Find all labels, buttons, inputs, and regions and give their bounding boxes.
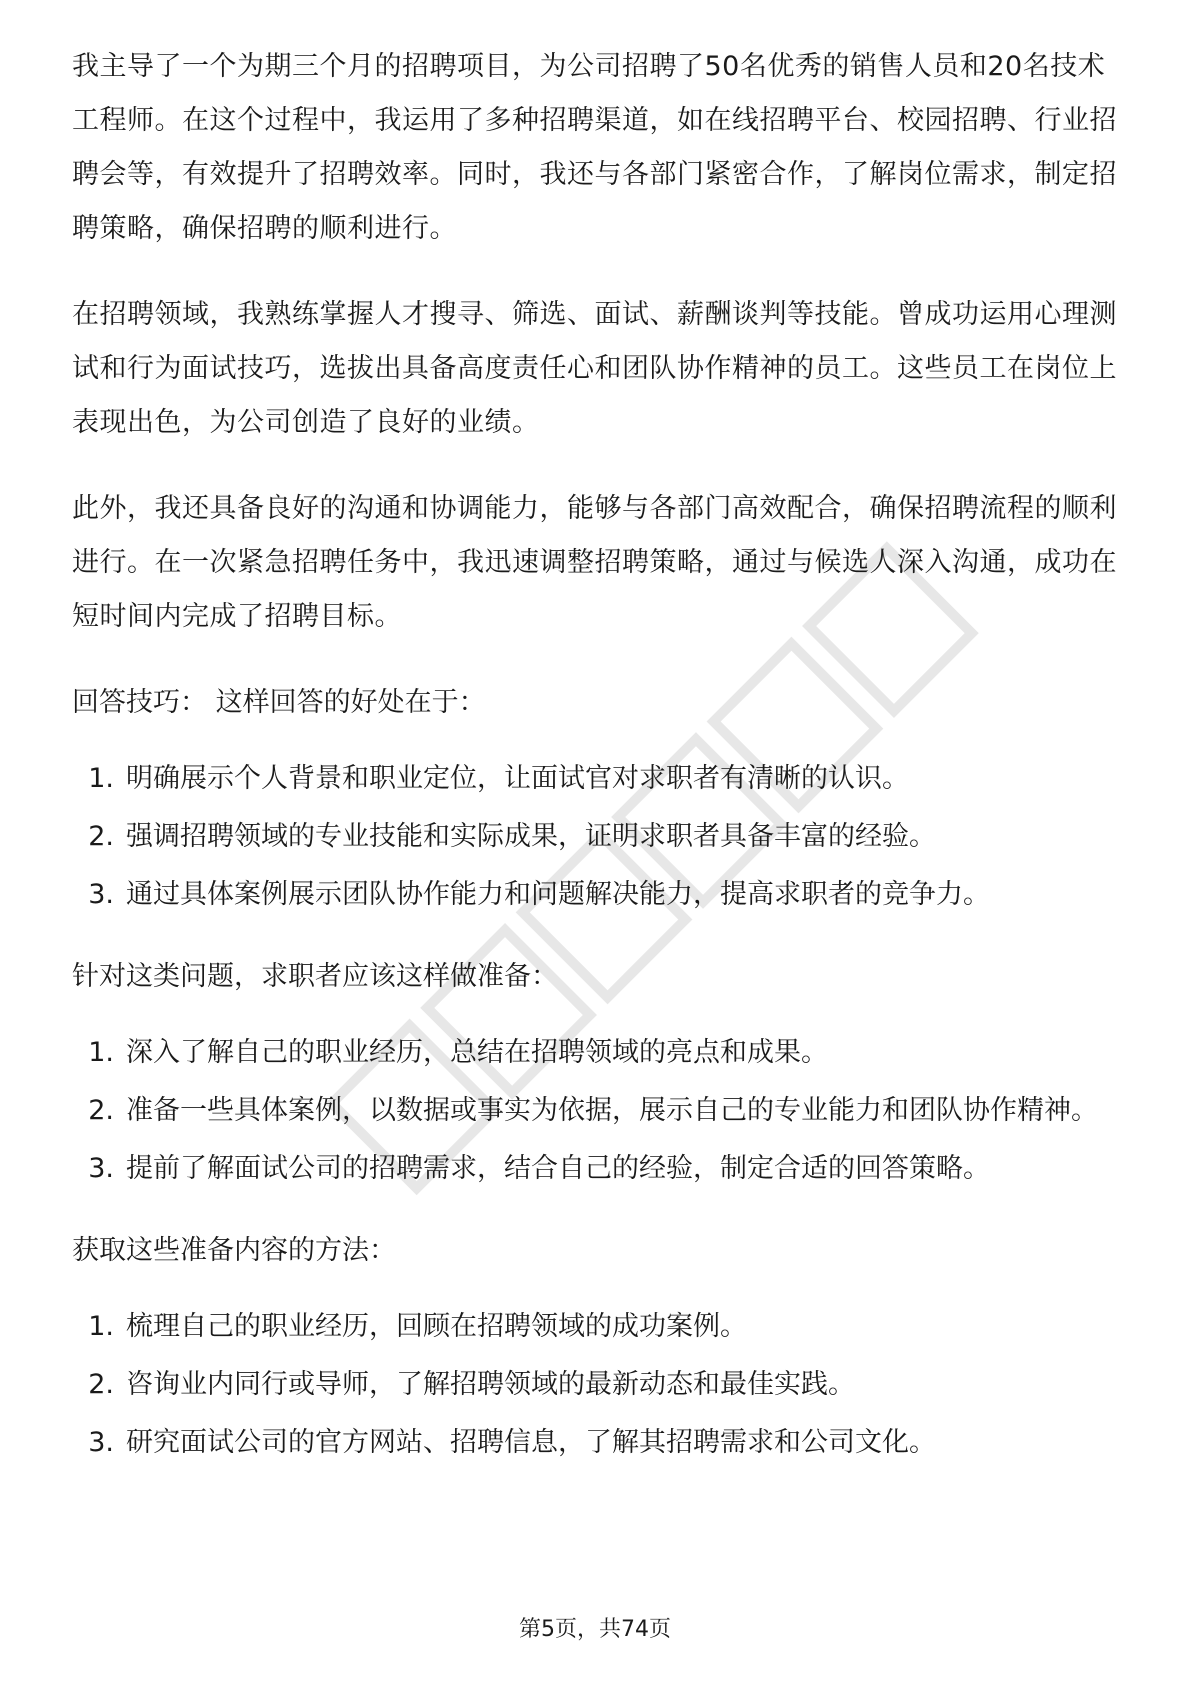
list-item-text: 梳理自己的职业经历，回顾在招聘领域的成功案例。: [126, 1311, 747, 1342]
list-item-text: 强调招聘领域的专业技能和实际成果，证明求职者具备丰富的经验。: [126, 821, 936, 852]
list-item: [72, 752, 1122, 806]
numbered-list: [72, 1300, 1122, 1470]
list-item: [72, 868, 1122, 922]
list-item-number: 1.: [88, 1311, 114, 1342]
list-item: [72, 1084, 1122, 1138]
list-item: [72, 1026, 1122, 1080]
list-item: [72, 810, 1122, 864]
list-item-number: 1.: [88, 763, 114, 794]
numbered-list: [72, 752, 1122, 922]
list-item-text: 明确展示个人背景和职业定位，让面试官对求职者有清晰的认识。: [126, 763, 909, 794]
list-item: [72, 1300, 1122, 1354]
list-item-text: 准备一些具体案例，以数据或事实为依据，展示自己的专业能力和团队协作精神。: [126, 1095, 1098, 1126]
list-item-text: 咨询业内同行或导师，了解招聘领域的最新动态和最佳实践。: [126, 1369, 855, 1400]
list-item-text: 深入了解自己的职业经历，总结在招聘领域的亮点和成果。: [126, 1037, 828, 1068]
document-page: [72, 40, 1122, 1498]
body-paragraph-3: 此外，我还具备良好的沟通和协调能力，能够与各部门高效配合，确保招聘流程的顺利进行。在一次紧急招聘任务中，我迅速调整招聘策略，通过与候选人深入沟通，成功在短时间内完成了招聘目标。: [72, 493, 1117, 632]
list-item-number: 2.: [88, 1369, 114, 1400]
list-item-number: 3.: [88, 1427, 114, 1458]
body-paragraph-2: 在招聘领域，我熟练掌握人才搜寻、筛选、面试、薪酬谈判等技能。曾成功运用心理测试和行为面试技巧，选拔出具备高度责任心和团队协作精神的员工。这些员工在岗位上表现出色，为公司创造了良好的业绩。: [72, 299, 1117, 438]
list-item: [72, 1142, 1122, 1196]
section-methods: [72, 1224, 1122, 1470]
list-item-number: 3.: [88, 879, 114, 910]
section-heading: 回答技巧： 这样回答的好处在于：: [72, 687, 486, 718]
list-item: [72, 1416, 1122, 1470]
list-item-number: 1.: [88, 1037, 114, 1068]
list-item-number: 2.: [88, 1095, 114, 1126]
list-item-number: 2.: [88, 821, 114, 852]
numbered-list: [72, 1026, 1122, 1196]
body-paragraph-1: 我主导了一个为期三个月的招聘项目，为公司招聘了50名优秀的销售人员和20名技术工程师。在这个过程中，我运用了多种招聘渠道，如在线招聘平台、校园招聘、行业招聘会等，有效提升了招聘效率。同时，我还与各部门紧密合作，了解岗位需求，制定招聘策略，确保招聘的顺利进行。: [72, 51, 1117, 244]
list-item: [72, 1358, 1122, 1412]
list-item-number: 3.: [88, 1153, 114, 1184]
page-number-footer: 第5页，共74页: [519, 1617, 671, 1642]
section-heading: 获取这些准备内容的方法：: [72, 1235, 396, 1266]
list-item-text: 提前了解面试公司的招聘需求，结合自己的经验，制定合适的回答策略。: [126, 1153, 990, 1184]
section-preparation: [72, 950, 1122, 1196]
section-answer-tips: [72, 676, 1122, 922]
list-item-text: 研究面试公司的官方网站、招聘信息，了解其招聘需求和公司文化。: [126, 1427, 936, 1458]
section-heading: 针对这类问题，求职者应该这样做准备：: [72, 961, 558, 992]
list-item-text: 通过具体案例展示团队协作能力和问题解决能力，提高求职者的竞争力。: [126, 879, 990, 910]
